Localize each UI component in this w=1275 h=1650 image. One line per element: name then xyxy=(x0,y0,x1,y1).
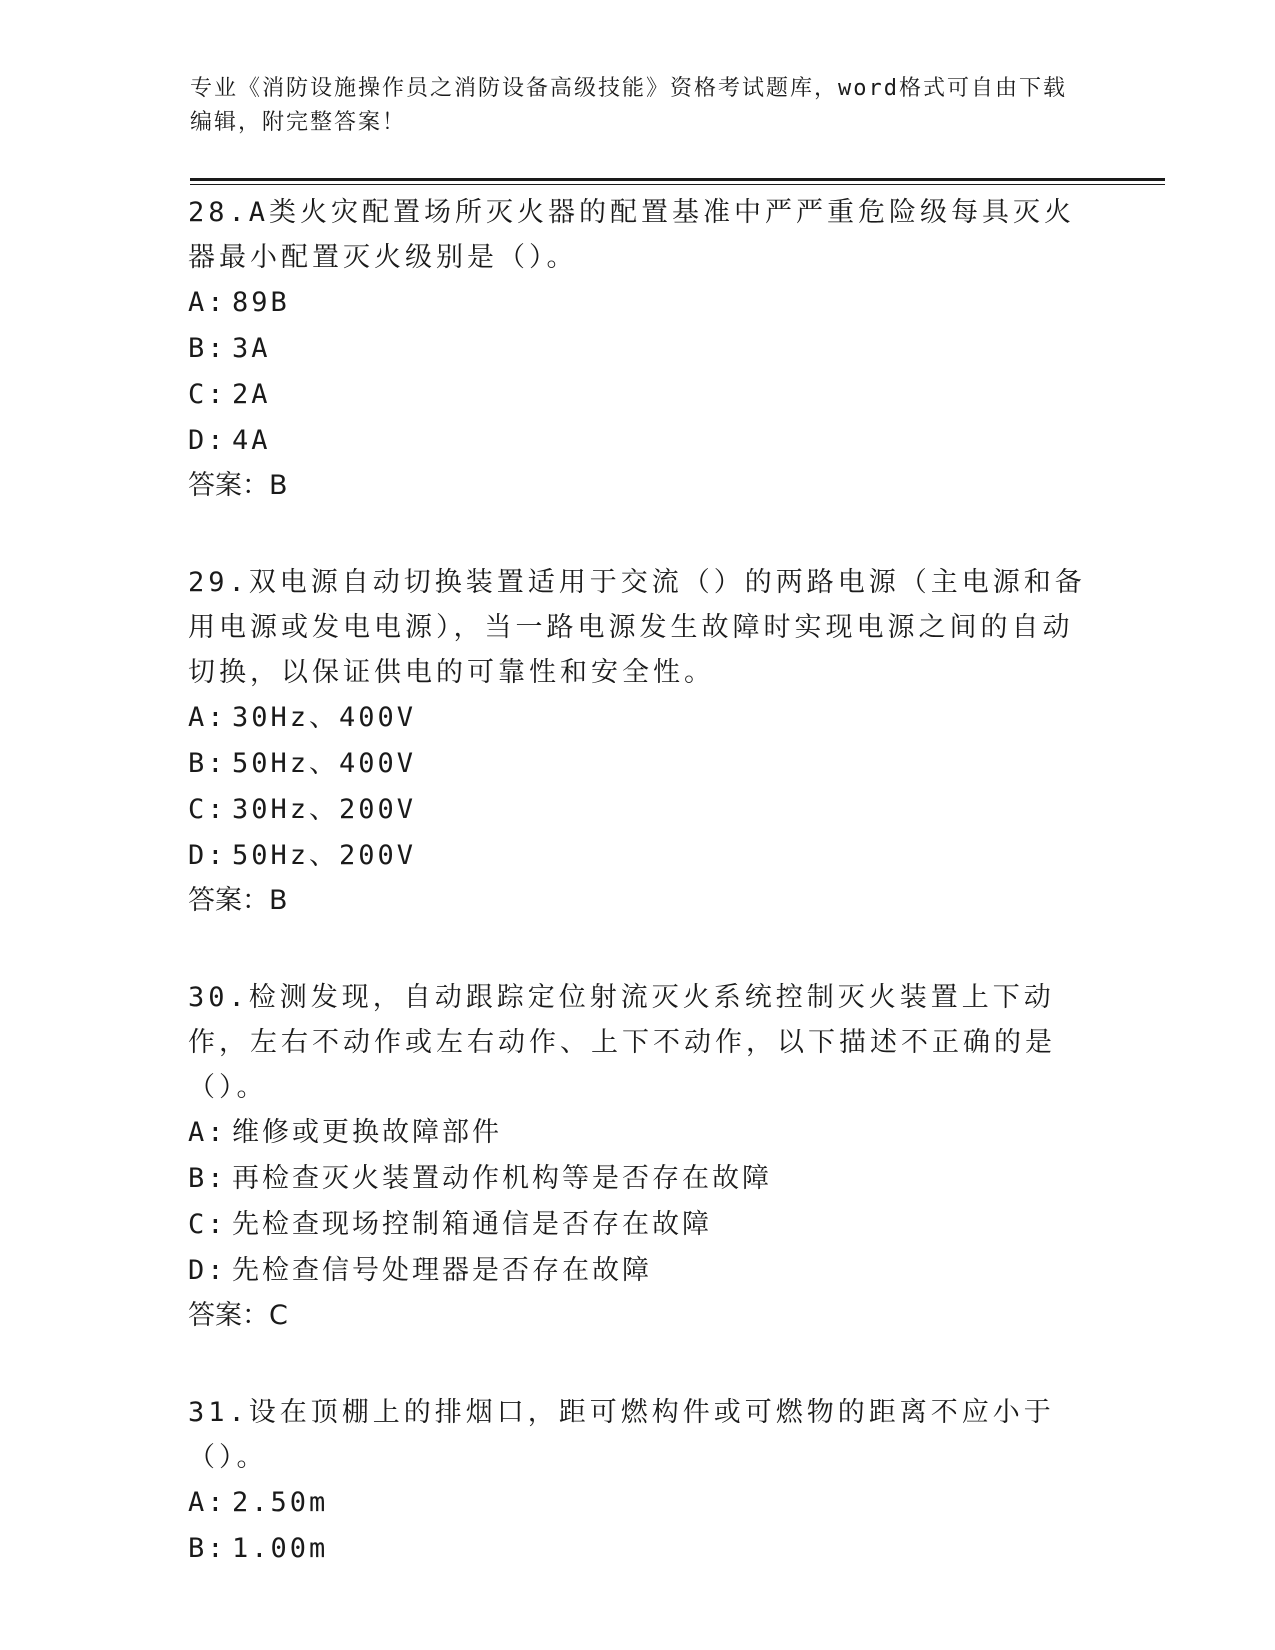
option-key: D: xyxy=(188,840,227,871)
question-stem: 31.设在顶棚上的排烟口，距可燃构件或可燃物的距离不应小于（）。 xyxy=(188,1397,1055,1473)
question-stem: 28.A类火灾配置场所灭火器的配置基准中严严重危险级每具灭火器最小配置灭火级别是（）。 xyxy=(188,197,1076,273)
option-a xyxy=(188,1480,1088,1526)
option-text: 50Hz、400V xyxy=(232,748,417,779)
option-text: 2.50m xyxy=(232,1487,329,1518)
option-key: A: xyxy=(188,287,227,318)
answer-line: 答案：B xyxy=(188,885,288,916)
option-key: A: xyxy=(188,1117,227,1148)
option-text: 2A xyxy=(232,379,271,410)
option-b xyxy=(188,1526,1088,1572)
option-key: B: xyxy=(188,748,227,779)
option-d xyxy=(188,418,1088,464)
question-31 xyxy=(188,1390,1088,1572)
header-divider-thick xyxy=(190,178,1165,181)
answer-line: 答案：B xyxy=(188,470,288,501)
option-key: D: xyxy=(188,425,227,456)
option-text: 89B xyxy=(232,287,290,318)
option-a xyxy=(188,695,1088,741)
option-text: 30Hz、400V xyxy=(232,702,417,733)
option-c xyxy=(188,372,1088,418)
document-intro: 专业《消防设施操作员之消防设备高级技能》资格考试题库，word格式可自由下载编辑，附完整答案！ xyxy=(190,76,1067,135)
option-key: C: xyxy=(188,379,227,410)
option-a xyxy=(188,280,1088,326)
question-29 xyxy=(188,560,1088,923)
option-key: C: xyxy=(188,794,227,825)
option-a xyxy=(188,1110,1088,1156)
option-key: B: xyxy=(188,1163,227,1194)
option-c xyxy=(188,787,1088,833)
option-text: 维修或更换故障部件 xyxy=(232,1117,502,1148)
question-stem: 30.检测发现，自动跟踪定位射流灭火系统控制灭火装置上下动作，左右不动作或左右动作、上下不动作，以下描述不正确的是（）。 xyxy=(188,982,1056,1103)
option-key: B: xyxy=(188,1533,227,1564)
header-divider-thin xyxy=(190,184,1165,185)
option-text: 先检查现场控制箱通信是否存在故障 xyxy=(232,1209,712,1240)
option-b xyxy=(188,326,1088,372)
option-key: C: xyxy=(188,1209,227,1240)
option-text: 1.00m xyxy=(232,1533,329,1564)
option-key: B: xyxy=(188,333,227,364)
answer-line: 答案：C xyxy=(188,1300,288,1331)
option-text: 30Hz、200V xyxy=(232,794,417,825)
option-text: 3A xyxy=(232,333,271,364)
option-key: A: xyxy=(188,1487,227,1518)
option-d xyxy=(188,833,1088,879)
option-text: 再检查灭火装置动作机构等是否存在故障 xyxy=(232,1163,772,1194)
option-text: 4A xyxy=(232,425,271,456)
option-key: A: xyxy=(188,702,227,733)
question-30 xyxy=(188,975,1088,1338)
option-text: 50Hz、200V xyxy=(232,840,417,871)
option-key: D: xyxy=(188,1255,227,1286)
option-b xyxy=(188,1156,1088,1202)
option-b xyxy=(188,741,1088,787)
option-text: 先检查信号处理器是否存在故障 xyxy=(232,1255,652,1286)
option-c xyxy=(188,1202,1088,1248)
question-list xyxy=(188,190,1088,1624)
option-d xyxy=(188,1248,1088,1294)
question-stem: 29.双电源自动切换装置适用于交流（）的两路电源（主电源和备用电源或发电电源），当一路电源发生故障时实现电源之间的自动切换，以保证供电的可靠性和安全性。 xyxy=(188,567,1086,688)
question-28 xyxy=(188,190,1088,508)
